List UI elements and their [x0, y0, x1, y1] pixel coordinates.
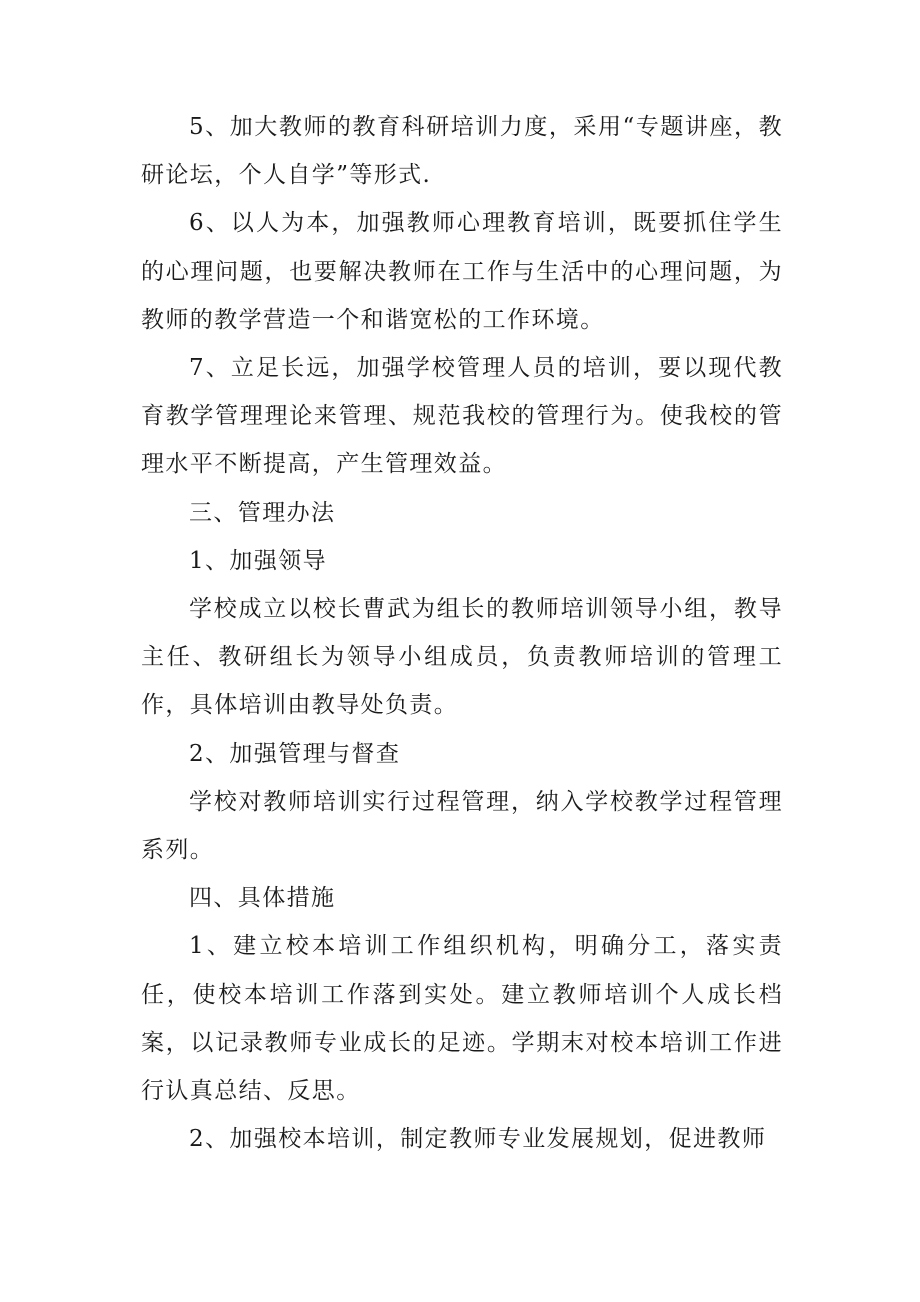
paragraph-process-management: 学校对教师培训实行过程管理，纳入学校教学过程管理系列。 [141, 788, 783, 864]
paragraph-measure-1: 1、建立校本培训工作组织机构，明确分工，落实责任，使校本培训工作落到实处。建立教师培训个人成长档案，以记录教师专业成长的足迹。学期末对校本培训工作进行认真总结、反思。 [141, 933, 783, 1105]
subheading-strengthen-leadership: 1、加强领导 [189, 547, 328, 574]
paragraph-item-5: 5、加大教师的教育科研培训力度，采用“专题讲座，教研论坛，个人自学”等形式. [141, 114, 783, 189]
paragraph-leadership-group: 学校成立以校长曹武为组长的教师培训领导小组，教导主任、教研组长为领导小组成员，负责教师培训的管理工作，具体培训由教导处负责。 [141, 596, 783, 719]
section-heading-management-methods: 三、管理办法 [189, 499, 336, 526]
paragraph-item-7: 7、立足长远，加强学校管理人员的培训，要以现代教育教学管理理论来管理、规范我校的管理行为。使我校的管理水平不断提高，产生管理效益。 [141, 355, 783, 478]
paragraph-item-6: 6、以人为本，加强教师心理教育培训，既要抓住学生的心理问题，也要解决教师在工作与生活中的心理问题，为教师的教学营造一个和谐宽松的工作环境。 [141, 210, 783, 333]
paragraph-measure-2: 2、加强校本培训，制定教师专业发展规划，促进教师 [189, 1126, 767, 1153]
document-body [141, 103, 783, 1163]
section-heading-specific-measures: 四、具体措施 [189, 885, 336, 912]
subheading-management-supervision: 2、加强管理与督查 [189, 740, 401, 767]
